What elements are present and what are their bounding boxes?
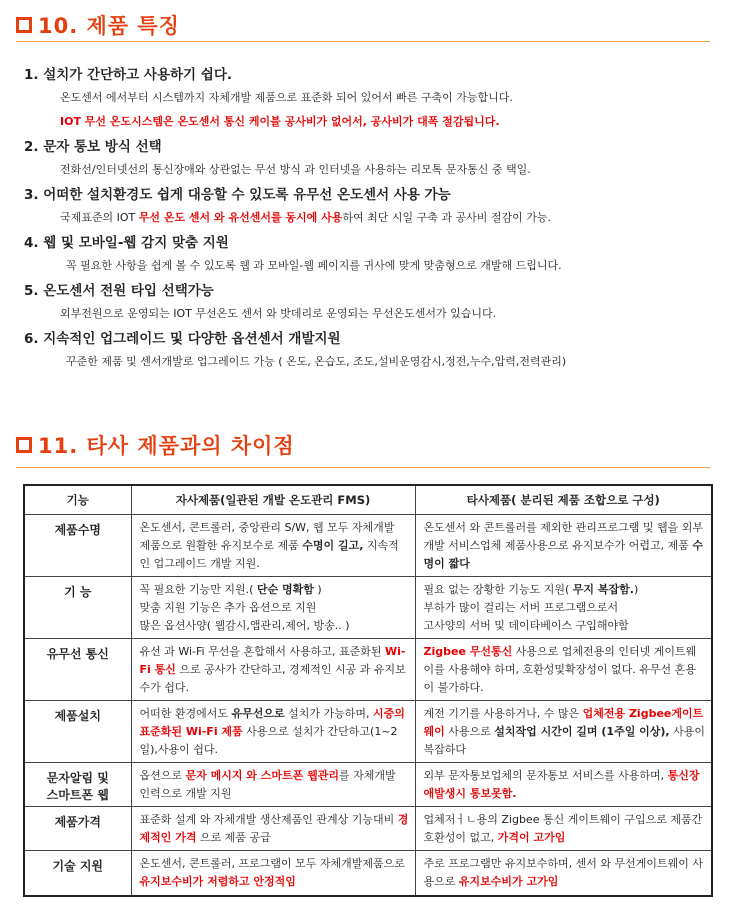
header-function: 기능	[24, 485, 131, 514]
cell-ours	[131, 700, 415, 762]
cell-text: 업체저ㅓㄴ용의 Zigbee 통신 게이트웨이 구입으로 제품간 호환성이 없고,	[423, 812, 703, 844]
cell-ours	[131, 514, 415, 576]
section11-title: 11. 타사 제품과의 차이점	[38, 434, 295, 458]
feature-list	[24, 62, 714, 374]
cell-text: 온도센서, 콘트롤러, 중앙관리 S/W, 웹 모두 자체개발 제품으로 원활한 유지보수로 제품	[139, 520, 395, 552]
cell-text: 지속적인 업그레이드 개발 지원.	[139, 538, 399, 570]
cell-theirs	[415, 638, 712, 700]
cell-ours	[131, 762, 415, 806]
table-row	[24, 514, 712, 576]
table-row	[24, 762, 712, 806]
feature-desc: 외부전원으로 운영되는 IOT 무선온도 센서 와 밧데리로 운영되는 무선온도센서가 있습니다.	[60, 307, 497, 320]
section11-heading	[16, 430, 295, 460]
cell-text: 수명이 짧다	[423, 538, 704, 570]
cell-theirs	[415, 762, 712, 806]
cell-text: 유선 과 Wi-Fi 무선을 혼합해서 사용하고, 표준화된	[139, 644, 385, 658]
table-row	[24, 850, 712, 896]
cell-text: 단순 명확함	[256, 582, 314, 596]
cell-text: 으로 제품 공급	[196, 830, 271, 844]
cell-text: 외부 문자통보업체의 문자통보 서비스를 사용하며,	[423, 768, 668, 782]
cell-text: 많은 옵션사양( 웹감시,앱관리,제어, 방송.. )	[139, 618, 350, 632]
cell-text: 설치가 가능하며,	[284, 706, 374, 720]
feature-title: 4. 웹 및 모바일-웹 감지 맞춤 지원	[24, 235, 229, 251]
table-row	[24, 700, 712, 762]
feature-desc	[24, 206, 714, 230]
cell-text: 온도센서, 콘트롤러, 프로그램이 모두 자체개발제품으로	[139, 856, 405, 870]
cell-text: 옵션으로	[139, 768, 186, 782]
feature-title: 6. 지속적인 업그레이드 및 다양한 옵션센서 개발지원	[24, 331, 341, 347]
cell-text: 경제적인 가격	[139, 812, 409, 844]
feature-desc: 전화선/인터넷선의 통신장애와 상관없는 무선 방식 과 인터넷을 사용하는 리모톡 문자통신 중 택일.	[60, 163, 531, 176]
cell-text: 통신장애발생시 통보못함.	[423, 768, 700, 800]
cell-text: 문자 메시지 와 스마트폰 웹관리	[185, 768, 339, 782]
cell-text: 으로 공사가 간단하고, 경제적인 시공 과 유지보수가 쉽다.	[139, 662, 406, 694]
cell-text: 사용으로 업체전용의 인터넷 게이트웨이를 사용해야 하며, 호환성및확장성이 없다. 유무선 혼용이 불가하다.	[423, 644, 697, 694]
cell-ours	[131, 806, 415, 850]
feature-desc-part: 국제표준의 IOT	[60, 211, 139, 224]
feature-desc: 꼭 필요한 사항을 쉽게 볼 수 있도록 웹 과 모바일-웹 페이지를 귀사에 맞게 맞춤형으로 개발해 드립니다.	[66, 259, 562, 272]
cell-text: )	[313, 582, 322, 596]
row-label: 제품가격	[24, 806, 131, 850]
cell-ours	[131, 638, 415, 700]
cell-text: 사용으로	[444, 724, 495, 738]
cell-theirs	[415, 576, 712, 638]
cell-text: 유지보수비가 고가임	[458, 874, 559, 888]
cell-text: 어떠한 환경에서도	[139, 706, 232, 720]
cell-text: 표준화 설계 와 자체개발 생산제품인 관계상 기능대비	[139, 812, 398, 826]
feature-desc: 꾸준한 제품 및 센서개발로 업그레이드 가능 ( 온도, 온습도, 조도,설비운영감시,정전,누수,압력,전력관리)	[66, 355, 567, 368]
feature-desc: 온도센서 에서부터 시스템까지 자체개발 제품으로 표준화 되어 있어서 빠른 구축이 가능합니다.	[60, 91, 513, 104]
cell-text: 맞춤 지원 기능은 추가 옵션으로 지원	[139, 600, 317, 614]
cell-text: 부하가 많이 걸리는 서버 프로그램으로서	[423, 600, 619, 614]
table-header-row	[24, 485, 712, 514]
header-ours: 자사제품(일관된 개발 온도관리 FMS)	[131, 485, 415, 514]
divider	[16, 467, 710, 468]
cell-text: 주로 프로그램만 유지보수하며, 센서 와 무선게이트웨이 사용으로	[423, 856, 703, 888]
cell-text: Wi-Fi 통신	[139, 644, 406, 676]
feature-desc-highlight: IOT 무선 온도시스템은 온도센서 통신 케이블 공사비가 없어서, 공사비가 대폭 절감됩니다.	[60, 115, 500, 128]
cell-text: 설치작업 시간이 길며 (1주일 이상),	[494, 724, 670, 738]
checkbox-square-icon	[16, 437, 32, 453]
cell-text: 온도센서 와 콘트롤러를 제외한 관리프로그램 및 웹을 외부개발 서비스업체 제품사용으로 유지보수가 어렵고, 제품	[423, 520, 703, 552]
cell-text: 고사양의 서버 및 데이타베이스 구입해야함	[423, 618, 629, 632]
cell-text: 필요 없는 장황한 기능도 지원(	[423, 582, 573, 596]
cell-theirs	[415, 806, 712, 850]
divider	[16, 41, 710, 42]
cell-text: 사용으로 설치가 간단하고(1~2일),사용이 쉽다.	[139, 724, 398, 756]
cell-text: 업체전용 Zigbee게이트웨이	[423, 706, 704, 738]
feature-title: 3. 어떠한 설치환경도 쉽게 대응할 수 있도록 유무선 온도센서 사용 가능	[24, 187, 451, 203]
row-label: 기 능	[24, 576, 131, 638]
cell-text: 사용이 복잡하다	[423, 724, 705, 756]
row-label: 유무선 통신	[24, 638, 131, 700]
row-label: 문자알림 및 스마트폰 웹	[24, 762, 131, 806]
section10-heading	[16, 10, 180, 40]
feature-title: 5. 온도센서 전원 타입 선택가능	[24, 283, 214, 299]
cell-text: 유무선으로	[231, 706, 285, 720]
feature-title: 2. 문자 통보 방식 선택	[24, 139, 162, 155]
cell-text: 유지보수비가 저렴하고 안정적임	[139, 874, 296, 888]
cell-theirs	[415, 850, 712, 896]
comparison-table	[23, 484, 713, 897]
table-row	[24, 806, 712, 850]
cell-text: 꼭 필요한 기능만 지원.(	[139, 582, 257, 596]
cell-text: )	[633, 582, 639, 596]
row-label: 제품설치	[24, 700, 131, 762]
header-theirs: 타사제품( 분리된 제품 조합으로 구성)	[415, 485, 712, 514]
cell-theirs	[415, 700, 712, 762]
cell-text: 시중의 표준화된 Wi-Fi 제품	[139, 706, 405, 738]
row-label: 기술 지원	[24, 850, 131, 896]
cell-text: 무지 복잡함.	[572, 582, 634, 596]
cell-text: 계전 기기를 사용하거나, 수 많은	[423, 706, 583, 720]
cell-text: Zigbee 무선통신	[423, 644, 513, 658]
cell-text: 를 자체개발 인력으로 개발 지원	[139, 768, 396, 800]
cell-ours	[131, 850, 415, 896]
cell-text: 수명이 길고,	[302, 538, 364, 552]
feature-title: 1. 설치가 간단하고 사용하기 쉽다.	[24, 67, 232, 83]
section10-title: 10. 제품 특징	[38, 14, 180, 38]
feature-desc-highlight: 무선 온도 센서 와 유선센서를 동시에 사용	[138, 211, 343, 224]
table-row	[24, 576, 712, 638]
feature-desc-part: 하여 최단 시일 구축 과 공사비 절감이 가능.	[342, 211, 551, 224]
checkbox-square-icon	[16, 17, 32, 33]
table-row	[24, 638, 712, 700]
cell-theirs	[415, 514, 712, 576]
cell-ours	[131, 576, 415, 638]
row-label: 제품수명	[24, 514, 131, 576]
cell-text: 가격이 고가임	[497, 830, 566, 844]
